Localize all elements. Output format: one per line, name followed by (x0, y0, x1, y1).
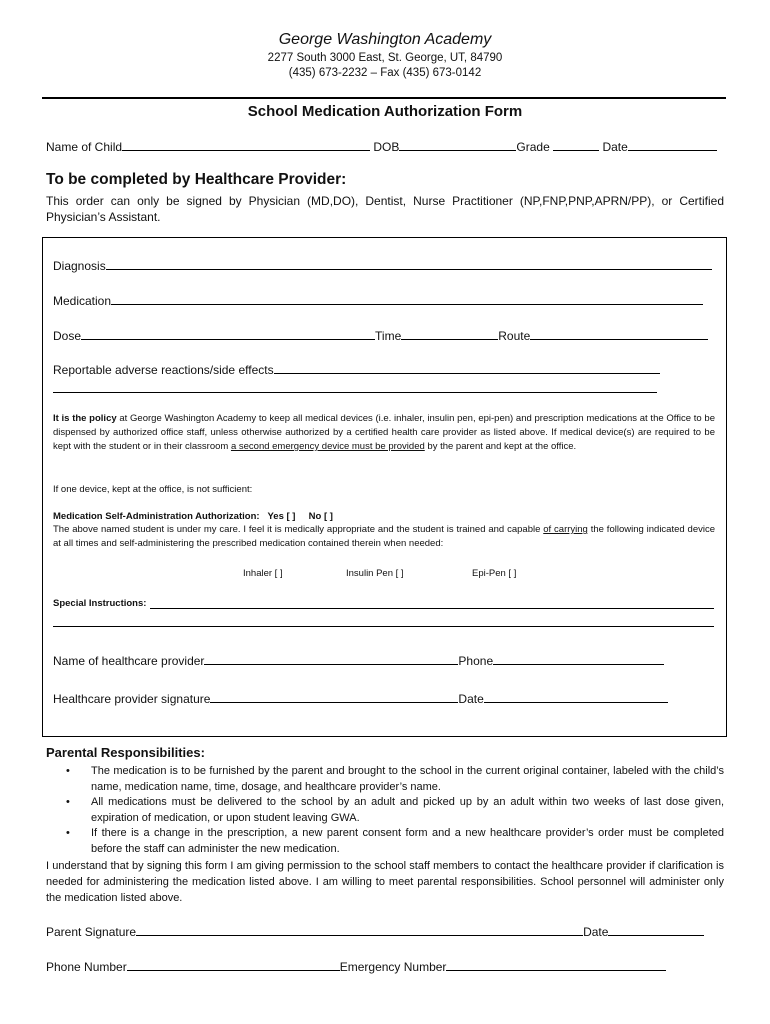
special-instructions-field-2[interactable] (53, 626, 714, 627)
dob-field[interactable] (399, 139, 516, 151)
provider-section-heading: To be completed by Healthcare Provider: (46, 171, 347, 188)
adverse-field[interactable] (274, 362, 660, 374)
special-instructions-field[interactable] (150, 608, 714, 609)
header-divider (42, 97, 726, 99)
time-field[interactable] (401, 328, 498, 340)
special-instructions-label: Special Instructions: (53, 598, 147, 609)
dose-field[interactable] (81, 328, 375, 340)
diagnosis-row (53, 258, 712, 273)
provider-intro: This order can only be signed by Physician (MD,DO), Dentist, Nurse Practitioner (NP,FNP,PNP,APRN/PP), or Certified Physician’s Assistant. (46, 194, 724, 224)
self-admin-statement (53, 523, 715, 551)
insulin-pen-checkbox[interactable]: Insulin Pen [ ] (346, 568, 404, 579)
dob-label: DOB (373, 140, 400, 154)
provider-name-label: Name of healthcare provider (53, 654, 205, 668)
dose-label: Dose (53, 329, 82, 343)
self-admin-row (53, 510, 333, 524)
emergency-number-field[interactable] (446, 959, 666, 971)
parent-phone-row (46, 959, 666, 974)
school-phone-fax: (435) 673-2232 – Fax (435) 673-0142 (288, 67, 482, 79)
office-policy-text (53, 412, 715, 454)
self-admin-label: Medication Self-Administration Authorization: (53, 511, 260, 522)
route-label: Route (498, 329, 531, 343)
diagnosis-label: Diagnosis (53, 259, 106, 273)
policy-text-1: at George Washington Academy to keep all medical devices (i.e. inhaler, insulin pen, epi-pen) and prescription medications at the Office to be dispensed by authorized office staff, unless otherwise authorized by a certified health care provider as listed above. If medical device(s) are required to be kept with the student or in their classroom (53, 413, 715, 452)
epi-pen-checkbox[interactable]: Epi-Pen [ ] (472, 568, 517, 579)
phone-number-label: Phone Number (46, 960, 127, 974)
inhaler-checkbox[interactable]: Inhaler [ ] (243, 568, 283, 579)
provider-signature-label: Healthcare provider signature (53, 692, 211, 706)
medication-field[interactable] (111, 293, 703, 305)
provider-name-row (53, 653, 664, 668)
bullet-text: All medications must be delivered to the school by an adult and picked up by an adult within two weeks of last dose given, expiration of medication, or upon student leaving GWA. (91, 796, 724, 824)
provider-date-label: Date (458, 692, 484, 706)
provider-signature-row (53, 691, 668, 706)
school-address: 2277 South 3000 East, St. George, UT, 84790 (267, 52, 503, 64)
list-item (46, 764, 724, 795)
grade-label: Grade (516, 140, 550, 154)
date-field[interactable] (628, 139, 717, 151)
child-name-label: Name of Child (46, 140, 123, 154)
list-item (46, 826, 724, 857)
medication-label: Medication (53, 294, 112, 308)
diagnosis-field[interactable] (106, 258, 712, 270)
parent-signature-field[interactable] (136, 924, 583, 936)
statement-underlined-text: of carrying (543, 524, 588, 535)
school-name: George Washington Academy (278, 31, 492, 48)
parental-bullet-list (46, 764, 724, 857)
adverse-label: Reportable adverse reactions/side effects (53, 363, 274, 377)
bullet-icon: • (66, 796, 70, 808)
parent-signature-label: Parent Signature (46, 925, 137, 939)
bullet-icon: • (66, 765, 70, 777)
provider-phone-label: Phone (458, 654, 494, 668)
parent-acknowledgement: I understand that by signing this form I am giving permission to the school staff members to contact the healthcare provider if clarification is needed for administering the medication listed above. I am willing to meet parental responsibilities. School personnel will administer only the medication listed above. (46, 860, 724, 904)
parent-date-field[interactable] (608, 924, 704, 936)
one-device-text: If one device, kept at the office, is not sufficient: (53, 484, 253, 495)
emergency-number-label: Emergency Number (339, 960, 447, 974)
form-title: School Medication Authorization Form (247, 103, 523, 120)
adverse-row (53, 362, 660, 377)
adverse-field-line-2[interactable] (53, 392, 657, 393)
provider-name-field[interactable] (204, 653, 458, 665)
bullet-text: The medication is to be furnished by the parent and brought to the school in the current original container, labeled with the child’s name, medication name, time, dosage, and healthcare provider’s name. (91, 765, 724, 793)
parent-date-label: Date (583, 925, 609, 939)
child-name-field[interactable] (122, 139, 370, 151)
list-item (46, 795, 724, 826)
date-label: Date (602, 140, 628, 154)
route-field[interactable] (530, 328, 708, 340)
provider-signature-field[interactable] (210, 691, 458, 703)
medication-row (53, 293, 703, 308)
grade-field[interactable] (553, 139, 599, 151)
statement-text-1: The above named student is under my care. I feel it is medically appropriate and the student is trained and capable (53, 524, 544, 535)
phone-number-field[interactable] (127, 959, 340, 971)
child-info-row (46, 139, 717, 154)
parent-signature-row (46, 924, 704, 939)
provider-phone-field[interactable] (493, 653, 664, 665)
policy-underlined-text: a second emergency device must be provided (230, 441, 425, 452)
bullet-icon: • (66, 827, 70, 839)
provider-date-field[interactable] (484, 691, 668, 703)
dose-row (53, 328, 708, 343)
self-admin-no-checkbox[interactable]: No [ ] (308, 511, 333, 522)
self-admin-yes-checkbox[interactable]: Yes [ ] (267, 511, 296, 522)
bullet-text: If there is a change in the prescription, a new parent consent form and a new healthcare provider’s order must be completed before the staff can administer the new medication. (91, 827, 724, 855)
statement-text-2: the following indicated device at all times and self-administering the prescribed medication contained therein when needed: (53, 524, 716, 549)
policy-text-2: by the parent and kept at the office. (424, 441, 577, 452)
policy-bold-text: It is the policy (53, 413, 117, 424)
parental-heading: Parental Responsibilities: (46, 745, 205, 760)
time-label: Time (375, 329, 402, 343)
